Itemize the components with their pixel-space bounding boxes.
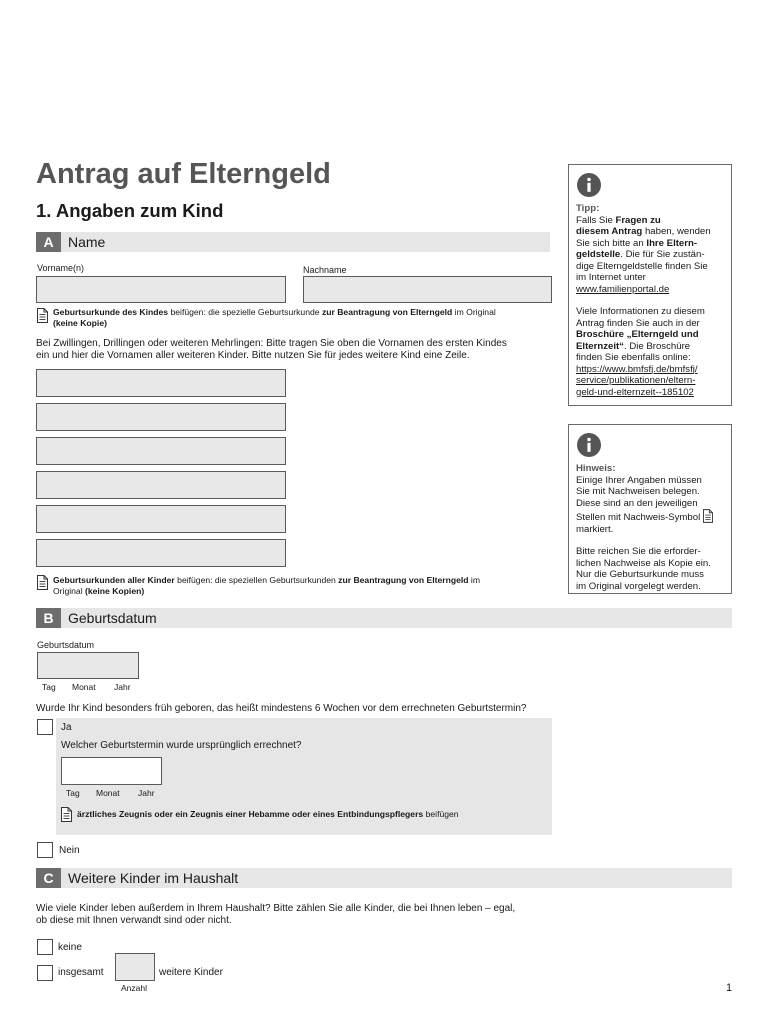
additional-child-name-field[interactable] bbox=[36, 437, 286, 465]
tip-text: Falls Sie Fragen zu diesem Antrag haben, wenden Sie sich bitte an Ihre Eltern- geldstelle. Die für Sie zustän- dige Elterngeldstelle finden Sie im Internet unter bbox=[576, 214, 711, 283]
hint-text: Einige Ihrer Angaben müssen Sie mit Nachweisen belegen. Diese sind an den jeweiligen Stellen mit Nachweis-Symbol markiert. bbox=[576, 475, 731, 536]
children-total-checkbox[interactable] bbox=[37, 965, 53, 981]
document-icon bbox=[61, 807, 72, 822]
form-subtitle: 1. Angaben zum Kind bbox=[36, 200, 224, 221]
hint-box bbox=[568, 424, 732, 594]
nachname-field[interactable] bbox=[303, 276, 552, 303]
option-nein: Nein bbox=[59, 845, 80, 856]
date-part-monat: Monat bbox=[96, 788, 120, 798]
date-part-jahr: Jahr bbox=[114, 682, 131, 692]
section-b-title: Geburtsdatum bbox=[68, 610, 157, 626]
date-part-tag: Tag bbox=[66, 788, 80, 798]
page-number: 1 bbox=[726, 982, 733, 994]
premature-no-checkbox[interactable] bbox=[37, 842, 53, 858]
date-part-monat: Monat bbox=[72, 682, 96, 692]
birth-certificate-note: Geburtsurkunde des Kindes beifügen: die spezielle Geburtsurkunde zur Beantragung von Elterngeld im Original (keine Kopie) bbox=[53, 307, 496, 328]
section-b-letter: B bbox=[36, 608, 61, 628]
hint-heading: Hinweis: bbox=[576, 463, 616, 474]
option-insgesamt: insgesamt bbox=[58, 967, 104, 978]
date-part-jahr: Jahr bbox=[138, 788, 155, 798]
brochure-text: Viele Informationen zu diesem Antrag finden Sie auch in der Broschüre „Elterngeld und Elternzeit“. Die Broschüre finden Sie ebenfalls online: bbox=[576, 306, 705, 363]
info-icon bbox=[577, 173, 601, 197]
document-icon bbox=[37, 575, 48, 590]
hint-proof-text: Bitte reichen Sie die erforder- lichen Nachweise als Kopie ein. Nur die Geburtsurkunde muss im Original vorgelegt werden. bbox=[576, 546, 711, 592]
section-a-title: Name bbox=[68, 234, 106, 250]
multiples-instruction: Bei Zwillingen, Drillingen oder weiteren Mehrlingen: Bitte tragen Sie oben die Vornamen des ersten Kindes ein und hier die Vornamen aller weiteren Kinder. Bitte nutzen Sie für jedes weitere Kind eine Zeile. bbox=[36, 338, 507, 361]
form-title: Antrag auf Elterngeld bbox=[36, 158, 331, 190]
section-a-header bbox=[36, 232, 550, 252]
due-date-field[interactable] bbox=[61, 757, 162, 785]
section-c-letter: C bbox=[36, 868, 61, 888]
anzahl-label: Anzahl bbox=[121, 983, 147, 993]
birth-date-field[interactable] bbox=[37, 652, 139, 679]
brochure-link[interactable]: https://www.bmfsfj.de/bmfsfj/ service/publikationen/eltern- geld-und-elternzeit--185102 bbox=[576, 363, 698, 398]
premature-yes-checkbox[interactable] bbox=[37, 719, 53, 735]
additional-child-name-field[interactable] bbox=[36, 505, 286, 533]
due-date-question: Welcher Geburtstermin wurde ursprünglich errechnet? bbox=[61, 740, 302, 751]
birth-certificates-note: Geburtsurkunden aller Kinder beifügen: die speziellen Geburtsurkunden zur Beantragung von Elterngeld im Original (keine Kopien) bbox=[53, 575, 480, 596]
additional-child-name-field[interactable] bbox=[36, 369, 286, 397]
tip-heading: Tipp: bbox=[576, 203, 600, 214]
medical-certificate-note: ärztliches Zeugnis oder ein Zeugnis einer Hebamme oder eines Entbindungspflegers beifügen bbox=[77, 809, 459, 819]
additional-child-name-field[interactable] bbox=[36, 539, 286, 567]
document-icon bbox=[703, 509, 713, 523]
info-icon bbox=[577, 433, 601, 457]
vornamen-label: Vorname(n) bbox=[37, 263, 85, 273]
date-part-tag: Tag bbox=[42, 682, 56, 692]
premature-question: Wurde Ihr Kind besonders früh geboren, das heißt mindestens 6 Wochen vor dem errechneten Geburtstermin? bbox=[36, 703, 527, 714]
weitere-kinder-label: weitere Kinder bbox=[159, 967, 223, 978]
section-c-header bbox=[36, 868, 732, 888]
geburtsdatum-label: Geburtsdatum bbox=[37, 640, 95, 650]
option-ja: Ja bbox=[61, 722, 72, 733]
vornamen-field[interactable] bbox=[36, 276, 286, 303]
option-keine: keine bbox=[58, 942, 82, 953]
no-children-checkbox[interactable] bbox=[37, 939, 53, 955]
section-a-letter: A bbox=[36, 232, 61, 252]
additional-child-name-field[interactable] bbox=[36, 471, 286, 499]
children-household-question: Wie viele Kinder leben außerdem in Ihrem Haushalt? Bitte zählen Sie alle Kinder, die bei Ihnen leben – egal, ob diese mit Ihnen verwandt sind oder nicht. bbox=[36, 903, 516, 926]
children-count-field[interactable] bbox=[115, 953, 155, 981]
tip-box bbox=[568, 164, 732, 406]
section-c-title: Weitere Kinder im Haushalt bbox=[68, 870, 239, 886]
document-icon bbox=[37, 308, 48, 323]
additional-child-name-field[interactable] bbox=[36, 403, 286, 431]
section-b-header bbox=[36, 608, 732, 628]
familienportal-link[interactable]: www.familienportal.de bbox=[576, 283, 670, 295]
nachname-label: Nachname bbox=[303, 265, 347, 275]
